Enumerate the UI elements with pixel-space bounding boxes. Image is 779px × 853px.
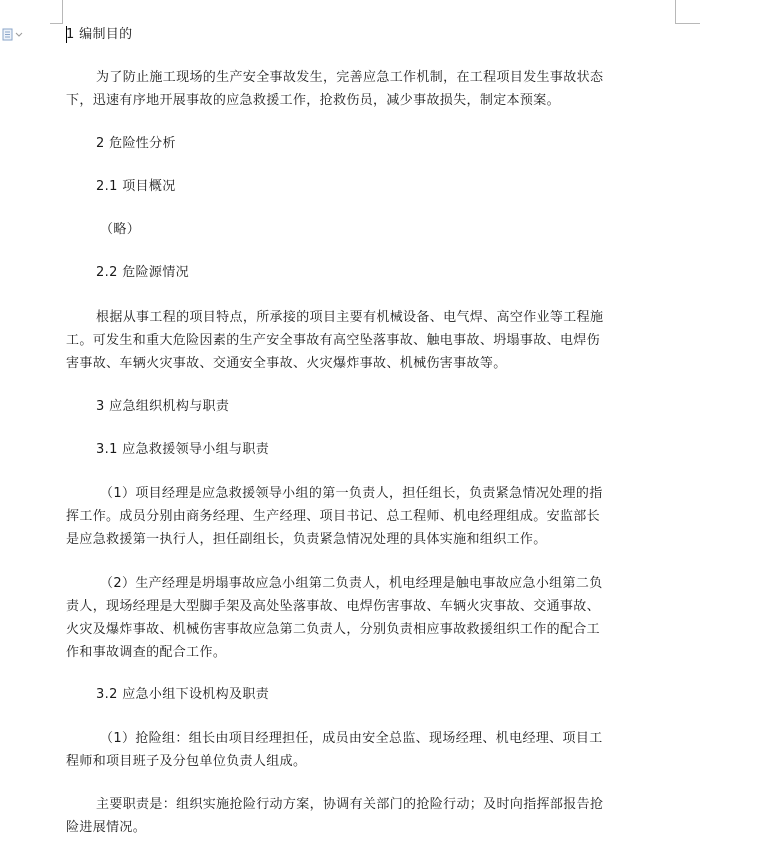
margin-crop-mark-right-vertical: [675, 0, 676, 24]
document-heading-line: 3.2 应急小组下设机构及职责: [96, 687, 270, 702]
document-text-line: 程师和项目班子及分包单位负责人组成。: [66, 754, 307, 769]
document-heading-line: 1 编制目的: [66, 27, 133, 42]
document-text-line: 根据从事工程的项目特点，所承接的项目主要有机械设备、电气焊、高空作业等工程施: [96, 310, 604, 325]
document-text-line: 是应急救援第一执行人，担任副组长，负责紧急情况处理的具体实施和组织工作。: [66, 532, 547, 547]
document-text-line: 挥工作。成员分别由商务经理、生产经理、项目书记、总工程师、机电经理组成。安监部长: [66, 509, 601, 524]
document-text-line: 险进展情况。: [66, 820, 147, 835]
margin-crop-mark-left-vertical: [62, 0, 63, 24]
document-text-line: （1）项目经理是应急救援领导小组的第一负责人，担任组长，负责紧急情况处理的指: [100, 486, 603, 501]
document-heading-line: 2 危险性分析: [96, 136, 176, 151]
document-text-line: 主要职责是：组织实施抢险行动方案，协调有关部门的抢险行动；及时向指挥部报告抢: [96, 797, 604, 812]
document-heading-line: 2.1 项目概况: [96, 179, 176, 194]
document-heading-line: 3.1 应急救援领导小组与职责: [96, 442, 270, 457]
document-heading-line: 2.2 危险源情况: [96, 265, 189, 280]
document-text-line: 火灾及爆炸事故、机械伤害事故应急第二负责人，分别负责相应事故救援组织工作的配合工: [66, 622, 601, 637]
margin-crop-mark-right: [675, 23, 700, 24]
document-paragraph-icon[interactable]: [2, 27, 24, 41]
document-text-line: （2）生产经理是坍塌事故应急小组第二负责人，机电经理是触电事故应急小组第二负: [100, 576, 603, 591]
document-heading-line: 3 应急组织机构与职责: [96, 399, 230, 414]
document-text-line: 工。可发生和重大危险因素的生产安全事故有高空坠落事故、触电事故、坍塌事故、电焊伤: [66, 333, 601, 348]
document-text-line: 作和事故调查的配合工作。: [66, 645, 227, 660]
document-text-line: 为了防止施工现场的生产安全事故发生，完善应急工作机制，在工程项目发生事故状态: [96, 70, 604, 85]
document-text-line: 责人，现场经理是大型脚手架及高处坠落事故、电焊伤害事故、车辆火灾事故、交通事故、: [66, 599, 601, 614]
document-text-line: （1）抢险组：组长由项目经理担任，成员由安全总监、现场经理、机电经理、项目工: [100, 731, 603, 746]
document-text-line: 下，迅速有序地开展事故的应急救援工作，抢救伤员，减少事故损失，制定本预案。: [66, 93, 560, 108]
document-text-line: （略）: [100, 222, 141, 237]
document-text-line: 害事故、车辆火灾事故、交通安全事故、火灾爆炸事故、机械伤害事故等。: [66, 356, 507, 371]
